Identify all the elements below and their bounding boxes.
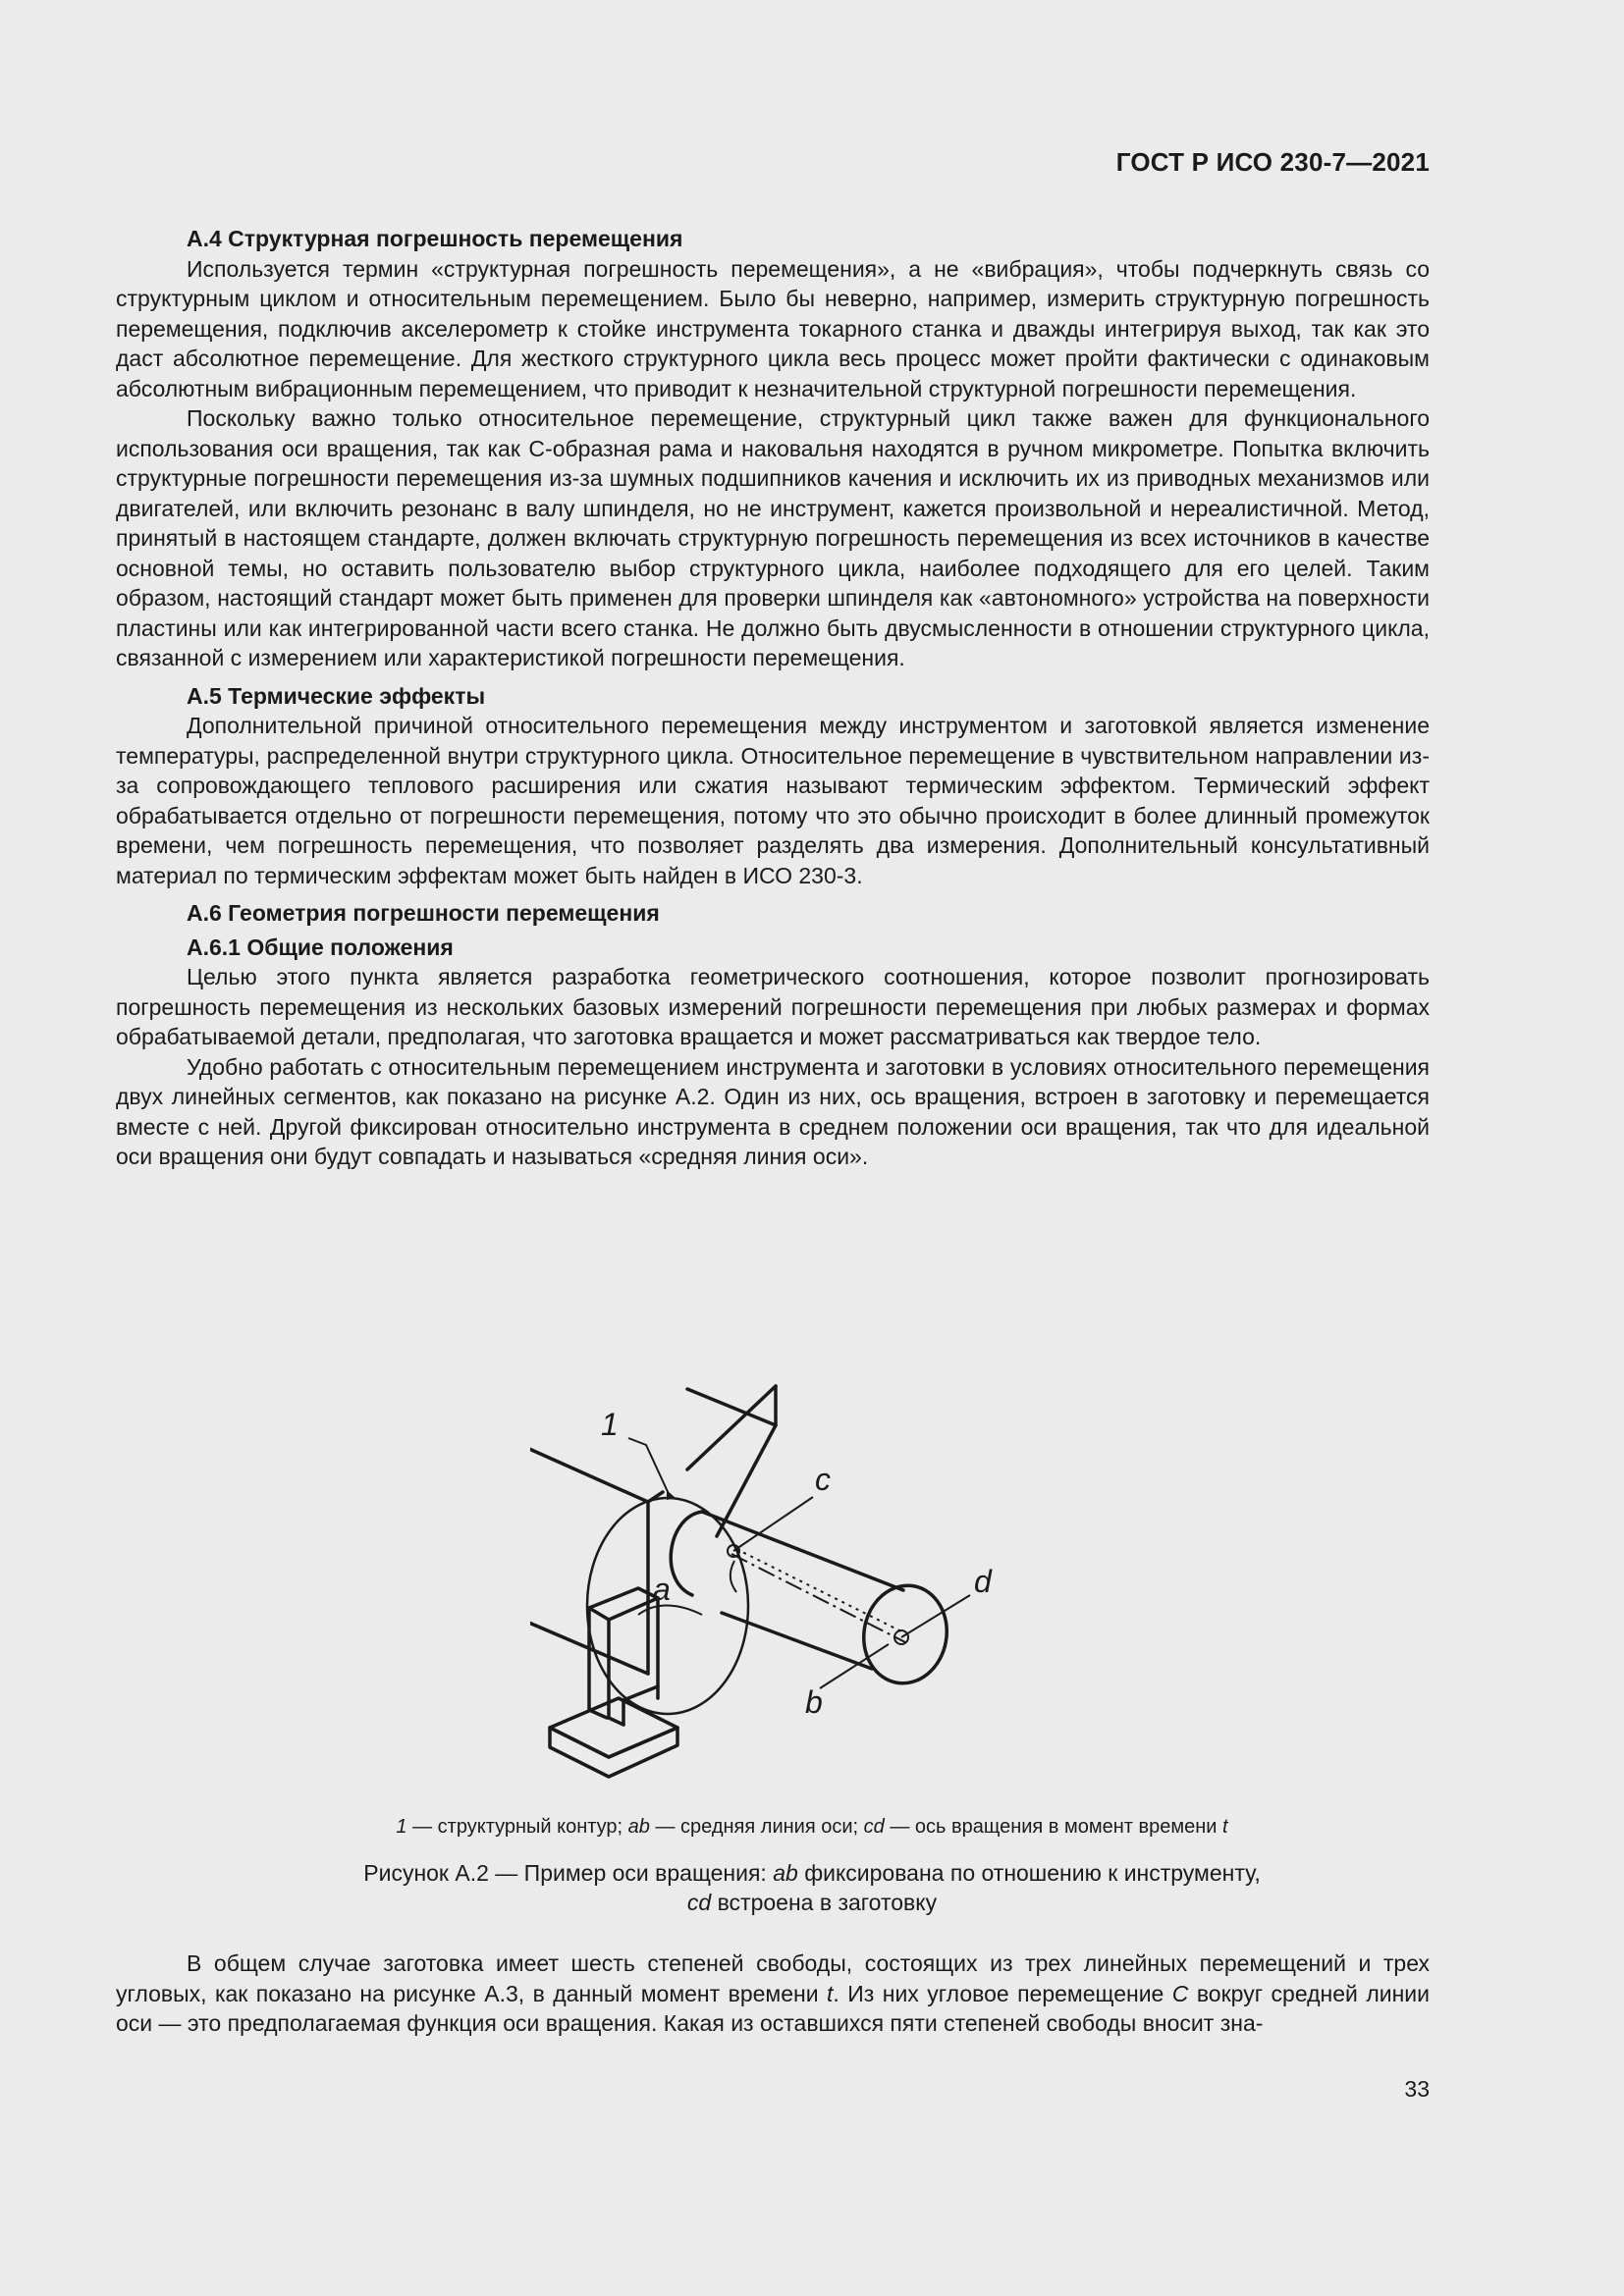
cylinder-top-edge xyxy=(702,1512,903,1590)
legend-text: — структурный контур; xyxy=(406,1816,628,1838)
caption-line-2 xyxy=(0,1888,1624,1917)
leader-c xyxy=(733,1497,813,1551)
figure-a2-drawing xyxy=(530,1374,1080,1796)
section-heading-a5: А.5 Термические эффекты xyxy=(187,682,486,709)
frame-edge xyxy=(687,1389,776,1425)
caption-text: фиксирована по отношению к инструменту, xyxy=(797,1860,1261,1886)
legend-text: — ось вращения в момент времени xyxy=(884,1816,1223,1838)
axis-cd-line xyxy=(736,1549,901,1631)
paragraph: Целью этого пункта является разработка геометрического соотношения, которое позволит прогнозировать погрешность перемещения из нескольких базовых измерений погрешности перемещения при любых размерах и формах обрабатываемой детали, предполагая, что заготовка вращается и может рассматриваться как твердое тело. xyxy=(116,964,1430,1049)
legend-term: t xyxy=(1222,1816,1228,1838)
figure-legend xyxy=(0,1816,1624,1839)
legend-term: 1 xyxy=(396,1816,407,1838)
paragraph xyxy=(116,1949,1430,2039)
legend-text: — средняя линия оси; xyxy=(649,1816,864,1838)
frame-edge xyxy=(530,1436,648,1502)
caption-line-1 xyxy=(0,1858,1624,1888)
main-text-lower xyxy=(116,1949,1430,2039)
figure-caption xyxy=(0,1858,1624,1917)
section-heading-a6: А.6 Геометрия погрешности перемещения xyxy=(187,900,660,926)
legend-term: cd xyxy=(863,1816,885,1838)
paragraph: Дополнительной причиной относительного перемещения между инструментом и заготовкой является изменение температуры, распределенной внутри структурного цикла. Относительное перемещение в чувствительном направлении из-за сопровождающего теплового расширения или сжатия называют термическим эффектом. Термический эффект обрабатывается отдельно от погрешности перемещения, потому что это обычно происходит в более длинный промежуток времени, чем погрешность перемещения, что позволяет разделять два измерения. Дополнительный консультативный материал по термическим эффектам может быть найден в ИСО 230-3. xyxy=(116,713,1430,888)
leader-b xyxy=(820,1644,889,1688)
cylinder-back-end xyxy=(671,1512,702,1595)
tool-base-top xyxy=(550,1698,677,1757)
label-b: b xyxy=(805,1684,823,1720)
frame-edge xyxy=(687,1386,776,1469)
leader-1 xyxy=(628,1438,670,1496)
paragraph-text: вокруг средней линии оси — это предполагаемая функция оси вращения. Какая из оставшихся пяти степеней свободы вносит зна- xyxy=(116,1980,1430,2036)
tool-step xyxy=(623,1686,658,1725)
label-d: d xyxy=(974,1564,992,1599)
caption-term: ab xyxy=(773,1860,798,1886)
subsection-heading-a6-1: А.6.1 Общие положения xyxy=(187,934,454,960)
main-text-upper xyxy=(116,224,1430,1172)
tool-front-edge xyxy=(609,1620,623,1725)
document-header: ГОСТ Р ИСО 230-7—2021 xyxy=(1115,147,1430,177)
label-1: 1 xyxy=(601,1407,619,1442)
paragraph-text: . Из них угловое перемещение xyxy=(833,1980,1172,2006)
caption-text: Рисунок А.2 — Пример оси вращения: xyxy=(363,1860,774,1886)
section-heading-a4: А.4 Структурная погрешность перемещения xyxy=(187,226,683,251)
page-number: 33 xyxy=(1404,2076,1430,2102)
paragraph: Удобно работать с относительным перемещением инструмента и заготовки в условиях относительного перемещения двух линейных сегментов, как показано на рисунке А.2. Один из них, ось вращения, встроен в заготовку и перемещается вместе с ней. Другой фиксирован относительно инструмента в среднем положении оси вращения, так что для идеальной оси вращения они будут совпадать и называться «средняя линия оси». xyxy=(116,1053,1430,1169)
paragraph: Поскольку важно только относительное перемещение, структурный цикл также важен для функционального использования оси вращения, так как С-образная рама и наковальня находятся в ручном микрометре. Попытка включить структурные погрешности перемещения из-за шумных подшипников качения и исключить их из приводных механизмов или двигателей, или включить резонанс в валу шпинделя, но не инструмент, кажется произвольной и нереалистичной. Метод, принятый в настоящем стандарте, должен включать структурную погрешность перемещения из всех источников в качестве основной темы, но оставить пользователю выбор структурного цикла, наиболее подходящего для его целей. Таким образом, настоящий стандарт может быть применен для проверки шпинделя как «автономного» устройства на поверхности пластины или как интегрированной части всего станка. Не должно быть двусмысленности в отношении структурного цикла, связанной с измерением или характеристикой погрешности перемещения. xyxy=(116,405,1430,670)
paragraph: Используется термин «структурная погрешность перемещения», а не «вибрация», чтобы подчеркнуть связь со структурным циклом и относительным перемещением. Было бы неверно, например, измерить структурную погрешность перемещения, подключив акселерометр к стойке инструмента токарного станка и дважды интегрируя выход, так как это даст абсолютное перемещение. Для жесткого структурного цикла весь процесс может пройти фактически с одинаковым абсолютным вибрационным перемещением, что приводит к незначительной структурной погрешности перемещения. xyxy=(116,255,1430,401)
caption-text: встроена в заготовку xyxy=(711,1890,938,1915)
caption-term: cd xyxy=(686,1890,712,1915)
paragraph-italic: C xyxy=(1171,1980,1189,2006)
rotation-arrow xyxy=(731,1561,736,1592)
legend-term: ab xyxy=(627,1816,650,1838)
label-a: a xyxy=(653,1572,671,1607)
paragraph-italic: t xyxy=(827,1980,834,2006)
label-c: c xyxy=(815,1462,831,1497)
paragraph-text: В общем случае заготовка имеет шесть степеней свободы, состоящих из трех линейных перемещений и трех угловых, как показано на рисунке А.3, в данный момент времени xyxy=(116,1950,1430,2006)
